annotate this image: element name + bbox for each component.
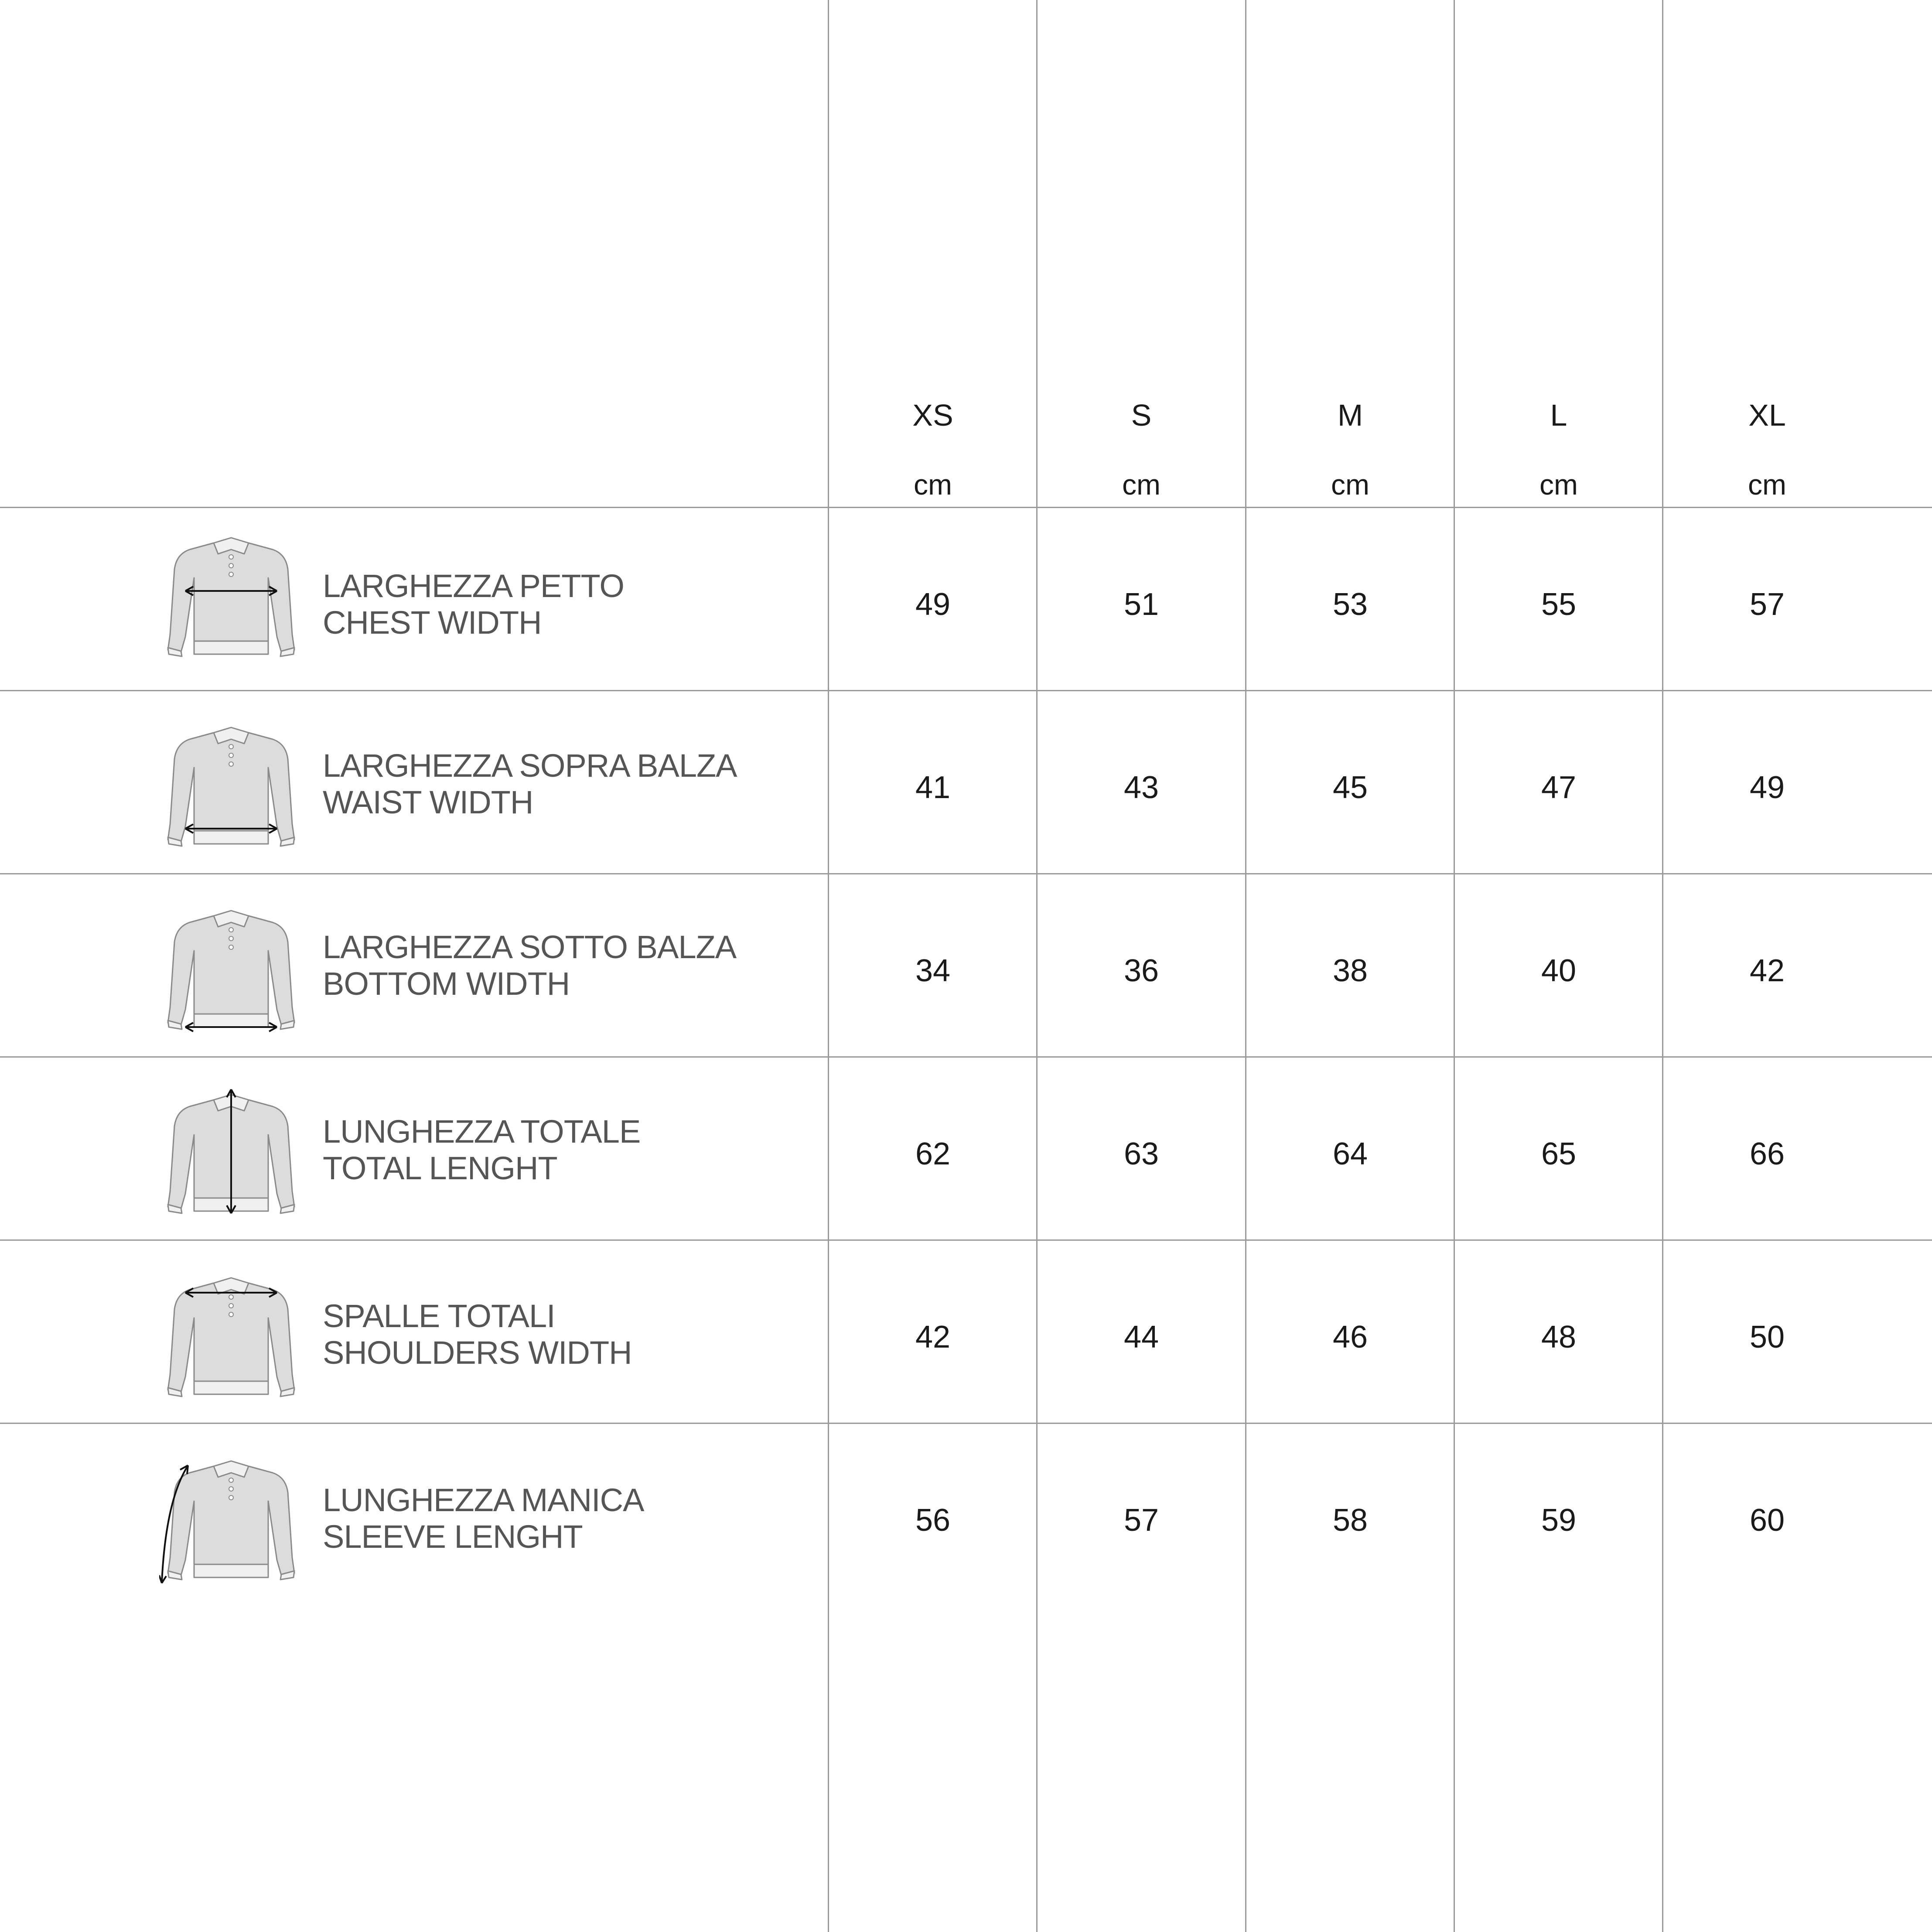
- value-cell: 58: [1332, 1503, 1368, 1538]
- shirt-sleeve-length-icon: [159, 1453, 303, 1593]
- value-cell: 46: [1332, 1320, 1368, 1355]
- unit-header: cm: [1748, 468, 1786, 501]
- row-divider: [0, 1423, 1932, 1424]
- unit-header: cm: [1539, 468, 1578, 501]
- size-header-s: S: [1131, 398, 1152, 432]
- value-cell: 38: [1332, 953, 1368, 988]
- value-cell: 65: [1541, 1137, 1577, 1171]
- value-cell: 55: [1541, 587, 1577, 622]
- measurement-label: [323, 1482, 644, 1555]
- value-cell: 50: [1749, 1320, 1785, 1355]
- shirt-bottom-width-icon: [159, 903, 303, 1042]
- value-cell: 60: [1749, 1503, 1785, 1538]
- value-cell: 47: [1541, 770, 1577, 805]
- label-english: TOTAL LENGHT: [323, 1150, 557, 1186]
- measurement-label: [323, 1298, 632, 1371]
- value-cell: 40: [1541, 953, 1577, 988]
- label-english: CHEST WIDTH: [323, 604, 542, 641]
- row-divider: [0, 1239, 1932, 1241]
- row-divider: [0, 873, 1932, 874]
- measurement-label: [323, 1113, 640, 1187]
- value-cell: 57: [1123, 1503, 1159, 1538]
- value-cell: 64: [1332, 1137, 1368, 1171]
- value-cell: 49: [1749, 770, 1785, 805]
- value-cell: 49: [915, 587, 951, 622]
- row-divider: [0, 690, 1932, 691]
- value-cell: 48: [1541, 1320, 1577, 1355]
- value-cell: 42: [1749, 953, 1785, 988]
- row-divider: [0, 1056, 1932, 1058]
- value-cell: 44: [1123, 1320, 1159, 1355]
- size-header-xl: XL: [1748, 398, 1786, 432]
- size-header-m: M: [1337, 398, 1363, 432]
- measurement-label: [323, 568, 624, 641]
- value-cell: 45: [1332, 770, 1368, 805]
- measurement-label: [323, 929, 736, 1002]
- label-italian: LUNGHEZZA TOTALE: [323, 1113, 641, 1150]
- unit-header: cm: [914, 468, 952, 501]
- label-english: WAIST WIDTH: [323, 784, 533, 820]
- value-cell: 56: [915, 1503, 951, 1538]
- label-italian: LUNGHEZZA MANICA: [323, 1482, 644, 1518]
- value-cell: 41: [915, 770, 951, 805]
- label-italian: LARGHEZZA SOPRA BALZA: [323, 748, 737, 784]
- value-cell: 53: [1332, 587, 1368, 622]
- row-divider: [0, 507, 1932, 508]
- label-italian: LARGHEZZA PETTO: [323, 568, 624, 604]
- size-header-xs: XS: [912, 398, 953, 432]
- unit-header: cm: [1331, 468, 1369, 501]
- value-cell: 34: [915, 953, 951, 988]
- value-cell: 51: [1123, 587, 1159, 622]
- value-cell: 59: [1541, 1503, 1577, 1538]
- value-cell: 36: [1123, 953, 1159, 988]
- value-cell: 42: [915, 1320, 951, 1355]
- unit-header: cm: [1122, 468, 1161, 501]
- label-english: SLEEVE LENGHT: [323, 1519, 583, 1555]
- value-cell: 62: [915, 1137, 951, 1171]
- measurement-label: [323, 748, 737, 821]
- label-italian: SPALLE TOTALI: [323, 1298, 555, 1334]
- label-english: BOTTOM WIDTH: [323, 966, 570, 1002]
- label-italian: LARGHEZZA SOTTO BALZA: [323, 929, 737, 965]
- value-cell: 57: [1749, 587, 1785, 622]
- value-cell: 66: [1749, 1137, 1785, 1171]
- shirt-total-length-icon: [159, 1087, 303, 1226]
- shirt-waist-width-icon: [159, 720, 303, 859]
- value-cell: 43: [1123, 770, 1159, 805]
- size-header-l: L: [1550, 398, 1567, 432]
- label-english: SHOULDERS WIDTH: [323, 1335, 632, 1371]
- shirt-chest-width-icon: [159, 530, 303, 669]
- shirt-shoulders-width-icon: [159, 1270, 303, 1410]
- value-cell: 63: [1123, 1137, 1159, 1171]
